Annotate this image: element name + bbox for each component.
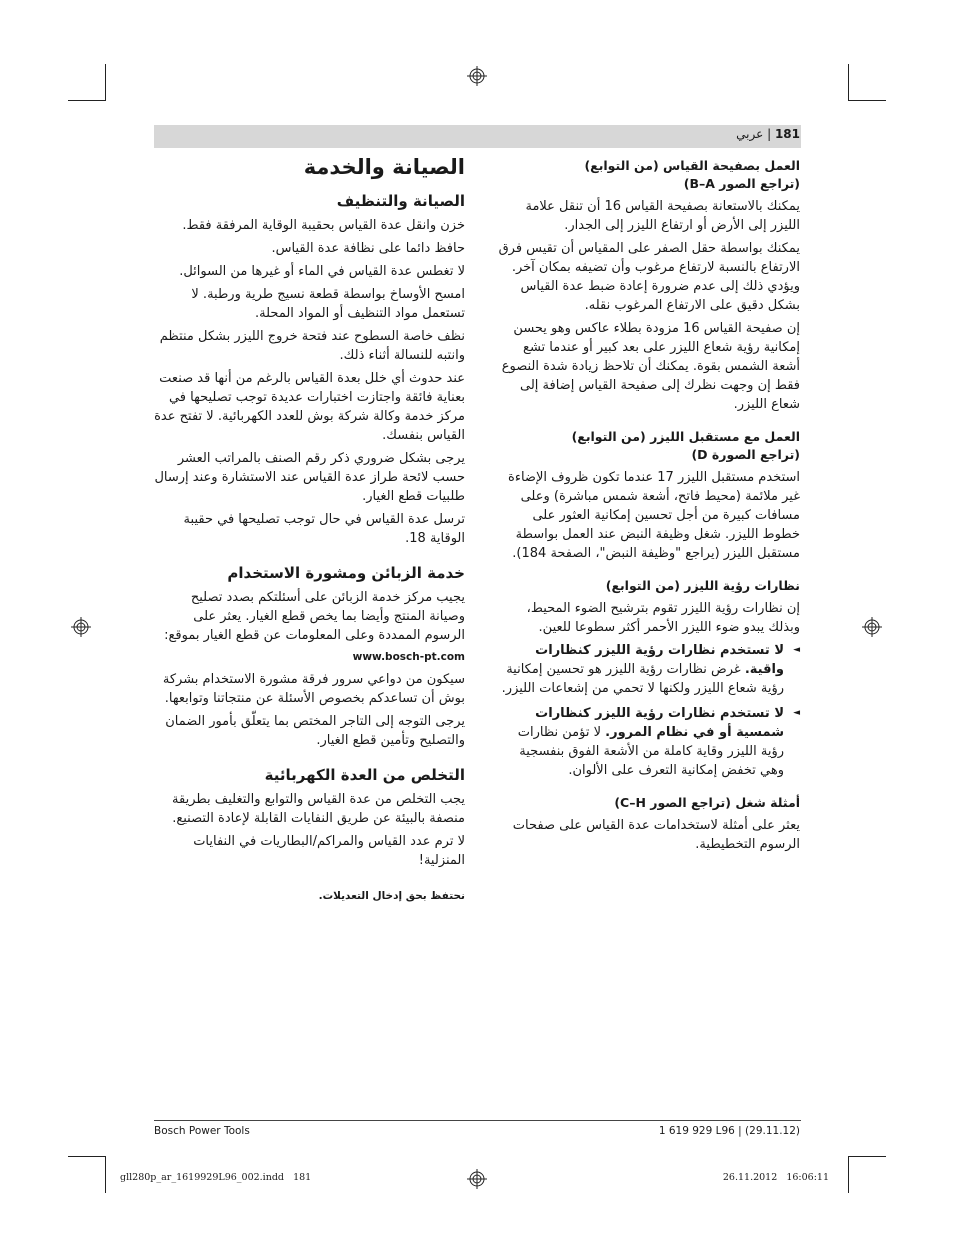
crop-mark [105,64,106,101]
paragraph: استخدم مستقبل الليزر 17 عندما تكون ظروف الإضاءة غير ملائمة (محيط فاتح، أشعة شمس مباشرة) وعلى مسافات كبيرة من أجل تحسين إمكانية العثور على خطوط الليزر. شغل وظيفة النبض عند العمل بواسطة مستقبل الليزر (يراجع "وظيفة النبض"، الصفحة 184). [508,470,800,561]
crop-mark [848,64,849,101]
paragraph: إن صفيحة القياس 16 مزودة بطلاء عاكس وهو يحسن إمكانية رؤية شعاع الليزر على بعد كبير أو عندما تشع أشعة الشمس بقوة. يمكنك أن تلاحظ زيادة شدة النصوع فقط إن وجهت نظرك إلى صفيحة القياس إضافة إلى شعاع الليزر. [501,321,800,412]
paragraph: سيكون من دواعي سرور فرقة مشورة الاستخدام بشركة بوش أن تساعدكم بخصوص الأسئلة عن منتجاتنا وتوابعها. [162,672,465,706]
registration-mark-icon [862,617,882,637]
page-header: 181 | عربي [736,127,800,141]
slug-filename: gll280p_ar_1619929L96_002.indd 181 [120,1172,312,1183]
paragraph: يعثر على أمثلة لاستخدامات عدة القياس على صفحات الرسوم التخطيطية. [512,818,800,852]
crop-mark [68,100,105,101]
page-number: 181 [774,127,800,141]
crop-mark [105,1156,106,1193]
paragraph: يجب التخلص من عدة القياس والتوابع والتغليف بطريقة منصفة بالبيئة عن طريق النفايات القابلة لإعادة التصنيع. [172,792,465,826]
paragraph: يرجى بشكل ضروري ذكر رقم الصنف بالمراتب العشر حسب لائحة طراز عدة القياس عند الاستشارة وعند إرسال طلبيات قطع الغيار. [154,451,465,504]
paragraph: لا ترم عدد القياس والمراكم/البطاريات في النفايات المنزلية! [193,834,465,868]
section-heading: أمثلة شغل (تراجع الصور C–H) [614,795,800,810]
registration-mark-icon [467,1169,487,1189]
bullet-text: غرض نظارات رؤية الليزر هو تحسين إمكانية رؤية شعاع الليزر ولكنها لا تحمي من إشعاعات الليزر. [501,662,784,696]
footer-brand: Bosch Power Tools [154,1125,250,1137]
triangle-bullet-icon: ◄ [793,645,800,655]
section-heading: خدمة الزبائن ومشورة الاستخدام [227,564,465,582]
crop-mark [68,1156,105,1157]
warning-bullet [494,641,800,698]
paragraph: لا تغطس عدة القياس في الماء أو غيرها من السوائل. [179,264,465,279]
section-heading: الصيانة والتنظيف [336,192,465,210]
paragraph: امسح الأوساخ بواسطة قطعة نسيج طرية ورطبة. لا تستعمل مواد التنظيف أو المواد المحلة. [191,287,465,321]
bullet-text: لا تؤمن نظارات رؤية الليزر وقاية كاملة من الأشعة الفوق بنفسجية وهي تخفض إمكانية التعرف على الألوان. [517,725,784,778]
paragraph: إن نظارات رؤية الليزر تقوم بترشيح الضوء المحيط، وبذلك يبدو ضوء الليزر الأحمر أكثر سطوعا للعين. [526,601,800,635]
crop-mark [849,100,886,101]
section-subheading: (تراجع الصورة D) [691,447,800,462]
paragraph: يمكنك بالاستعانة بصفيحة القياس 16 أن تنقل علامة الليزر إلى الأرض أو ارتفاع الليزر إلى الجدار. [525,199,800,233]
triangle-bullet-icon: ◄ [793,708,800,718]
header-band [154,125,801,148]
registration-mark-icon [467,66,487,86]
crop-mark [848,1156,849,1193]
right-column [494,157,800,858]
website-link[interactable]: www.bosch-pt.com [352,651,465,663]
section-heading: التخلص من العدة الكهربائية [264,766,465,784]
left-column [154,152,465,904]
slug-timestamp: 26.11.2012 16:06:11 [722,1172,829,1183]
paragraph: ترسل عدة القياس في حال توجب تصليحها في حقيبة الوقاية 18. [183,512,465,546]
footer-divider [154,1120,801,1121]
revision-note: نحتفظ بحق إدخال التعديلات. [318,890,465,902]
warning-bullet [494,704,800,780]
registration-mark-icon [71,617,91,637]
paragraph: يجيب مركز خدمة الزبائن على أسئلتكم بصدد تصليح وصيانة المنتج وأيضا بما يخص قطع الغيار. يعثر على الرسوم الممددة وعلى المعلومات عن قطع الغيار بموقع: [164,590,465,643]
paragraph: يمكنك بواسطة حقل الصفر على المقياس أن تقيس فرق الارتفاع بالنسبة لارتفاع مرغوب وأن تضيفه بمكان آخر. ويؤدي ذلك إلى عدم ضرورة إعادة ضبط عدة القياس بشكل دقيق على الارتفاع المرغوب نقله. [498,241,800,313]
bullet-bold-text: لا تستخدم نظارات رؤية الليزر كنظارات شمسية أو في نظام المرور. [535,706,784,740]
paragraph: عند حدوث أي خلل بعدة القياس بالرغم من أنها قد صنعت بعناية فائقة واجتازت اختبارات عديدة توجب تصليحها في مركز خدمة وكالة شركة بوش للعدد الكهربائية. لا تفتح عدة القياس بنفسك. [154,371,465,443]
bullet-bold-text: لا تستخدم نظارات رؤية الليزر كنظارات واقية. [535,643,784,677]
paragraph: حافظ دائما على نظافة عدة القياس. [271,241,465,256]
footer-doc-number: 1 619 929 L96 | (29.11.12) [658,1125,800,1137]
section-subheading: (تراجع الصور B–A) [683,176,800,191]
section-heading: العمل مع مستقبل الليزر (من التوابع) [571,429,800,444]
section-heading: نظارات رؤية الليزر (من التوابع) [605,578,800,593]
crop-mark [849,1156,886,1157]
page-title: الصيانة والخدمة [303,155,465,179]
paragraph: نظف خاصة السطوح عند فتحة خروج الليزر بشكل منتظم وانتبه للنسالة أثناء ذلك. [159,329,465,363]
paragraph: يرجى التوجه إلى التاجر المختص بما يتعلّق بأمور الضمان والتصليح وتأمين قطع الغيار. [165,714,465,748]
section-heading: العمل بصفيحة القياس (من التوابع) [584,158,800,173]
language-label: عربي [736,127,764,141]
paragraph: خزن وانقل عدة القياس بحقيبة الوقاية المرفقة فقط. [182,218,465,233]
